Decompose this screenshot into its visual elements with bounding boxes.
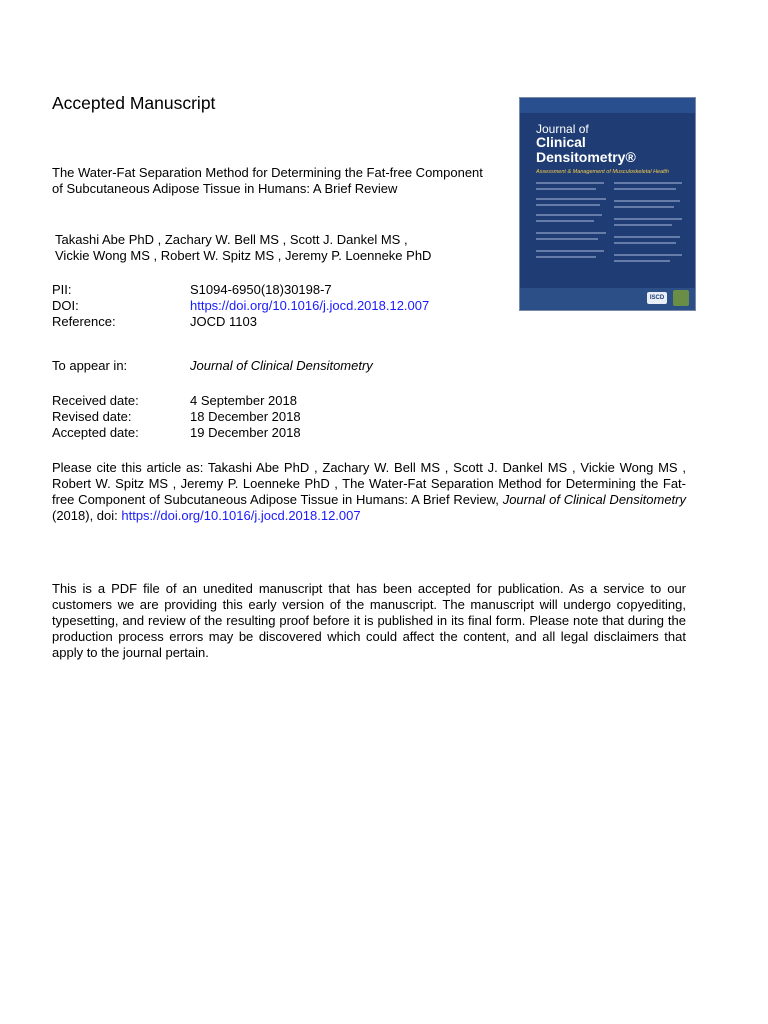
cover-text-line [614,200,680,202]
accepted-label: Accepted date: [52,425,139,440]
cover-text-line [536,220,594,222]
cover-text-line [614,260,670,262]
pii-value: S1094-6950(18)30198-7 [190,282,332,297]
revised-label: Revised date: [52,409,132,424]
revised-value: 18 December 2018 [190,409,301,424]
cover-text-line [536,232,606,234]
cover-journal-of: Journal of [536,122,589,136]
cover-densitometry: Densitometry® [536,149,636,165]
cover-text-line [614,224,672,226]
article-title: The Water-Fat Separation Method for Determining the Fat-free Component of Subcutaneous Adipose Tissue in Humans: A Brief Review [52,165,483,196]
citation-year-doi: (2018), doi: [52,508,122,523]
cover-text-line [614,188,676,190]
cover-top-bar [520,98,695,113]
author-list [55,232,515,264]
reference-label: Reference: [52,314,116,329]
cover-text-line [614,206,674,208]
received-value: 4 September 2018 [190,393,297,408]
citation-text: Please cite this article as: Takashi Abe PhD , Zachary W. Bell MS , Scott J. Dankel MS , Vickie Wong MS , Robert W. Spitz MS , Jeremy P. Loenneke PhD , The Water-Fat Separation Method for Determining the Fat-free Component of Subcutaneous Adipose Tissue in Humans: A Brief Review, [52,460,686,507]
iscd-logo-text: ISCD [649,295,665,301]
cover-text-line [614,236,680,238]
cover-text-line [536,198,606,200]
citation-doi-link[interactable]: https://doi.org/10.1016/j.jocd.2018.12.007 [121,508,361,523]
cover-text-line [614,218,682,220]
disclaimer-paragraph: This is a PDF file of an unedited manuscript that has been accepted for publication. As a service to our customers we are providing this early version of the manuscript. The manuscript will undergo copyediting, typesetting, and review of the resulting proof before it is published in its final form. Please note that during the production process errors may be discovered which could affect the content, and all legal disclaimers that apply to the journal pertain. [52,581,686,660]
cover-text-line [614,242,676,244]
iscd-logo [647,292,667,304]
citation-journal: Journal of Clinical Densitometry [502,492,687,507]
author-line-1: Takashi Abe PhD , Zachary W. Bell MS , Scott J. Dankel MS , [55,232,408,247]
cover-text-line [536,256,596,258]
received-label: Received date: [52,393,139,408]
appear-value: Journal of Clinical Densitometry [190,358,373,373]
citation-paragraph [52,460,686,524]
cover-text-line [536,238,598,240]
cover-text-line [536,204,600,206]
doi-link[interactable]: https://doi.org/10.1016/j.jocd.2018.12.007 [190,298,430,313]
cover-text-line [614,254,682,256]
appear-label: To appear in: [52,358,128,373]
doi-label: DOI: [52,298,79,313]
cover-text-line [536,214,602,216]
cover-clinical: Clinical [536,134,586,150]
cover-text-line [536,182,604,184]
cover-text-line [536,250,604,252]
page-heading: Accepted Manuscript [52,93,216,113]
author-line-2: Vickie Wong MS , Robert W. Spitz MS , Jeremy P. Loenneke PhD [55,248,432,263]
elsevier-tree-icon [673,290,689,306]
cover-text-line [614,182,682,184]
cover-footer [520,288,695,310]
reference-value: JOCD 1103 [190,314,257,329]
journal-cover-image [519,97,696,311]
pii-label: PII: [52,282,72,297]
cover-text-line [536,188,596,190]
cover-subtitle: Assessment & Management of Musculoskeletal Health [536,169,669,175]
accepted-value: 19 December 2018 [190,425,301,440]
